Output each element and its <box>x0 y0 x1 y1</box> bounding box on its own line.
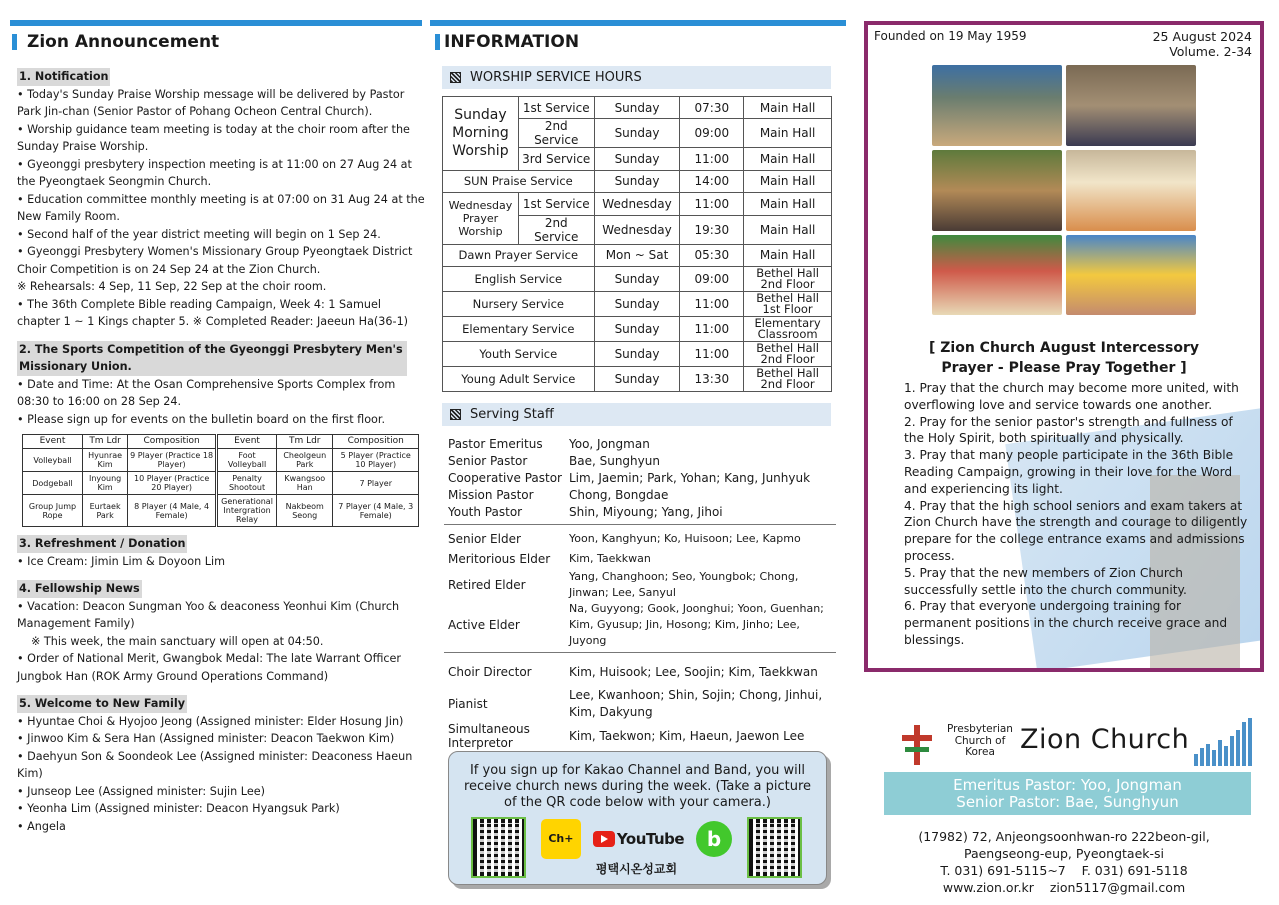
sports-table <box>22 434 419 527</box>
table-cell: Penalty Shootout <box>217 472 277 495</box>
table-header: Tm Ldr <box>83 435 128 449</box>
table-header: Event <box>217 435 277 449</box>
photo-grid <box>932 65 1192 315</box>
skyline-icon <box>1194 718 1252 766</box>
worship-time: 09:00 <box>680 119 744 148</box>
staff-names: Lim, Jaemin; Park, Yohan; Kang, Junhyuk <box>569 471 811 485</box>
phone-fax: T. 031) 691-5115~7 F. 031) 691-5118 <box>940 863 1188 878</box>
worship-time: 07:30 <box>680 97 744 119</box>
list-item: • Date and Time: At the Osan Comprehensive Sports Complex from 08:30 to 16:00 on 28 Sep 24. <box>17 377 396 408</box>
skyline-bar <box>1206 744 1210 766</box>
worship-place: Bethel Hall 1st Floor <box>744 291 832 316</box>
staff-row <box>448 721 836 751</box>
worship-place: Main Hall <box>744 193 832 215</box>
table-row <box>443 244 832 266</box>
worship-day: Sunday <box>594 291 680 316</box>
table-cell: Generational Intergration Relay <box>217 495 277 527</box>
worship-day: Wednesday <box>594 193 680 215</box>
worship-time: 11:00 <box>680 341 744 366</box>
photo <box>1066 65 1196 146</box>
staff-row <box>448 453 836 470</box>
photo <box>932 150 1062 231</box>
staff-names: Na, Guyyong; Gook, Joonghui; Yoon, Guenhan; Kim, Gyusup; Jin, Hosong; Kim, Jinho; Lee, Juyong <box>569 602 824 647</box>
staff-role: Choir Director <box>448 665 532 679</box>
issue-info <box>1153 29 1252 59</box>
table-cell: 5 Player (Practice 10 Player) <box>333 449 419 472</box>
worship-time: 09:00 <box>680 266 744 291</box>
worship-time: 14:00 <box>680 170 744 192</box>
table-cell: 7 Player (4 Male, 3 Female) <box>333 495 419 527</box>
staff-role: Mission Pastor <box>448 488 534 502</box>
worship-place: Bethel Hall 2nd Floor <box>744 366 832 391</box>
emeritus-pastor: Emeritus Pastor: Yoo, Jongman <box>953 776 1182 794</box>
staff-names: Yoo, Jongman <box>569 437 650 451</box>
staff-role: Senior Pastor <box>448 454 528 468</box>
table-cell: Hyunrae Kim <box>83 449 128 472</box>
refreshment-list <box>17 553 425 571</box>
staff-role: Cooperative Pastor <box>448 471 562 485</box>
staff-row <box>448 549 836 569</box>
issue-volume: Volume. 2-34 <box>1169 44 1252 59</box>
worship-time: 11:00 <box>680 148 744 170</box>
youtube-icon[interactable]: YouTube <box>593 831 684 847</box>
section-top-bar <box>10 20 422 26</box>
staff-row <box>448 529 836 549</box>
table-header: Tm Ldr <box>277 435 333 449</box>
staff-row <box>448 470 836 487</box>
worship-time: 19:30 <box>680 215 744 244</box>
staff-role: Pastor Emeritus <box>448 437 543 451</box>
list-item: ※ Rehearsals: 4 Sep, 11 Sep, 22 Sep at the choir room. <box>17 280 327 293</box>
skyline-bar <box>1224 746 1228 766</box>
worship-service: SUN Praise Service <box>443 170 595 192</box>
worship-hours-heading: WORSHIP SERVICE HOURS <box>442 66 831 89</box>
cover-frame <box>864 21 1264 672</box>
staff-row <box>448 601 836 649</box>
kakao-channel-icon[interactable]: Ch+ <box>541 819 581 859</box>
worship-service: English Service <box>443 266 595 291</box>
staff-names: Yoon, Kanghyun; Ko, Huisoon; Lee, Kapmo <box>569 532 801 545</box>
staff-role: Youth Pastor <box>448 505 523 519</box>
band-icon[interactable]: b <box>696 821 732 857</box>
information-column <box>430 0 846 905</box>
divider <box>444 652 836 653</box>
table-cell: Inyoung Kim <box>83 472 128 495</box>
skyline-bar <box>1236 730 1240 766</box>
worship-day: Sunday <box>594 316 680 341</box>
list-item: • Vacation: Deacon Sungman Yoo & deaconess Yeonhui Kim (Church Management Family) <box>17 599 400 630</box>
list-item: • Education committee monthly meeting is at 07:00 on 31 Aug 24 at the New Family Room. <box>17 192 425 223</box>
prayer-list <box>904 380 1250 649</box>
section-heading: 4. Fellowship News <box>17 580 142 598</box>
church-brand <box>902 718 1252 770</box>
staff-row <box>448 657 836 687</box>
staff-role: Simultaneous Interpretor <box>448 722 530 750</box>
worship-place: Main Hall <box>744 170 832 192</box>
prayer-item: 5. Pray that the new members of Zion Church successfully settle into the church community. <box>904 565 1187 597</box>
worship-day: Sunday <box>594 119 680 148</box>
worship-day: Sunday <box>594 341 680 366</box>
staff-role: Active Elder <box>448 618 520 632</box>
issue-date: 25 August 2024 <box>1152 29 1252 44</box>
worship-service: 2nd Service <box>518 215 594 244</box>
address-line: Paengseong-eup, Pyeongtaek-si <box>963 846 1164 861</box>
prayer-item: 4. Pray that the high school seniors and exam takers at Zion Church have the strength and courage to diligently prepare for the college entrance exams and admissions process. <box>904 498 1248 563</box>
worship-place: Elementary Classroom <box>744 316 832 341</box>
worship-service: 3rd Service <box>518 148 594 170</box>
skyline-bar <box>1218 740 1222 766</box>
list-item: • Daehyun Son & Soondeok Lee (Assigned minister: Deaconess Haeun Kim) <box>17 749 413 780</box>
table-row <box>443 193 832 215</box>
table-row <box>443 291 832 316</box>
skyline-bar <box>1242 722 1246 766</box>
announcement-title: Zion Announcement <box>12 32 219 52</box>
worship-place: Bethel Hall 2nd Floor <box>744 341 832 366</box>
skyline-bar <box>1200 748 1204 766</box>
worship-place: Main Hall <box>744 215 832 244</box>
skyline-bar <box>1212 750 1216 766</box>
sunday-worship-group: Sunday Morning Worship <box>443 97 519 171</box>
table-row <box>443 97 832 119</box>
staff-names: Lee, Kwanhoon; Shin, Sojin; Chong, Jinhui, Kim, Dakyung <box>569 688 823 719</box>
list-item: • Angela <box>17 819 66 833</box>
staff-role: Senior Elder <box>448 532 521 546</box>
worship-service: Elementary Service <box>443 316 595 341</box>
table-row <box>443 366 832 391</box>
prayer-item: 2. Pray for the senior pastor's strength and fullness of the Holy Spirit, both spiritually and physically. <box>904 414 1233 446</box>
worship-day: Sunday <box>594 97 680 119</box>
list-item: • Jinwoo Kim & Sera Han (Assigned minister: Deacon Taekwon Kim) <box>17 732 395 745</box>
photo <box>1066 150 1196 231</box>
band-qr-code[interactable] <box>747 817 802 878</box>
staff-names: Bae, Sunghyun <box>569 454 660 468</box>
list-item: • Worship guidance team meeting is today at the choir room after the Sunday Praise Worship. <box>17 122 410 153</box>
prayer-item: 1. Pray that the church may become more united, with overflowing love and service towards one another. <box>904 381 1239 412</box>
wednesday-worship-group: Wednesday Prayer Worship <box>443 193 519 244</box>
table-row <box>443 266 832 291</box>
table-cell: 8 Player (4 Male, 4 Female) <box>128 495 217 527</box>
pastor-band <box>884 772 1251 815</box>
table-cell: 7 Player <box>333 472 419 495</box>
table-header: Composition <box>333 435 419 449</box>
photo <box>932 235 1062 315</box>
staff-names: Kim, Huisook; Lee, Soojin; Kim, Taekkwan <box>569 664 818 679</box>
worship-day: Wednesday <box>594 215 680 244</box>
worship-time: 13:30 <box>680 366 744 391</box>
worship-place: Main Hall <box>744 244 832 266</box>
worship-place: Main Hall <box>744 97 832 119</box>
table-cell: Cheolgeun Park <box>277 449 333 472</box>
contact-info <box>864 828 1264 896</box>
fellowship-list <box>17 598 425 686</box>
skyline-bar <box>1194 754 1198 766</box>
table-row <box>443 316 832 341</box>
worship-day: Sunday <box>594 148 680 170</box>
table-cell: Group Jump Rope <box>23 495 83 527</box>
table-header: Event <box>23 435 83 449</box>
table-row <box>23 449 419 472</box>
staff-row <box>448 436 836 453</box>
hatched-square-icon <box>450 72 461 83</box>
church-name: Zion Church <box>1020 724 1190 755</box>
table-row <box>443 170 832 192</box>
photo <box>932 65 1062 146</box>
staff-row <box>448 687 836 721</box>
kakao-text: If you sign up for Kakao Channel and Band, you will receive church news during the week. (Take a picture of the QR code below with your camera.) <box>463 763 812 810</box>
list-item: • Hyuntae Choi & Hyojoo Jeong (Assigned minister: Elder Hosung Jin) <box>17 714 404 728</box>
section-heading: 3. Refreshment / Donation <box>17 535 187 553</box>
worship-day: Sunday <box>594 366 680 391</box>
worship-time: 05:30 <box>680 244 744 266</box>
list-item: • Order of National Merit, Gwangbok Medal: The late Warrant Officer Jungbok Han (ROK Army Ground Operations Command) <box>17 652 402 683</box>
sports-list <box>17 376 425 429</box>
section-top-bar <box>430 20 846 26</box>
worship-service: 1st Service <box>518 193 594 215</box>
list-item: • Gyeonggi Presbytery Women's Missionary Group Pyeongtaek District Choir Competition is on 24 Sep 24 at the Zion Church. <box>17 245 413 276</box>
table-header: Composition <box>128 435 217 449</box>
list-item: • Ice Cream: Jimin Lim & Doyoon Lim <box>17 554 225 568</box>
worship-day: Sunday <box>594 266 680 291</box>
section-heading: 2. The Sports Competition of the Gyeonggi Presbytery Men's Missionary Union. <box>17 341 407 376</box>
photo <box>1066 235 1196 315</box>
worship-day: Mon ~ Sat <box>594 244 680 266</box>
table-cell: Dodgeball <box>23 472 83 495</box>
section-heading: 1. Notification <box>17 68 110 86</box>
worship-service: 2nd Service <box>518 119 594 148</box>
table-cell: Nakbeom Seong <box>277 495 333 527</box>
hatched-square-icon <box>450 409 461 420</box>
list-item: • Please sign up for events on the bulletin board on the first floor. <box>17 412 386 426</box>
web-email: www.zion.or.kr zion5117@gmail.com <box>942 880 1186 895</box>
table-row <box>23 472 419 495</box>
title-marker <box>12 34 17 50</box>
worship-service: Nursery Service <box>443 291 595 316</box>
kakao-band-box <box>448 751 827 885</box>
staff-role: Meritorious Elder <box>448 552 551 566</box>
new-family-list <box>17 713 425 836</box>
table-cell: Kwangsoo Han <box>277 472 333 495</box>
staff-list <box>448 436 836 751</box>
list-item: • Yeonha Lim (Assigned minister: Deacon Hyangsuk Park) <box>17 802 340 815</box>
divider <box>444 524 836 525</box>
list-item: ※ This week, the main sanctuary will open at 04:50. <box>31 634 324 648</box>
address-line: (17982) 72, Anjeongsoonhwan-ro 222beon-gil, <box>918 829 1210 844</box>
prayer-item: 3. Pray that many people participate in the 36th Bible Reading Campaign, growing in their love for the Word and experiencing its light. <box>904 448 1234 496</box>
worship-time: 11:00 <box>680 193 744 215</box>
table-cell: 9 Player (Practice 18 Player) <box>128 449 217 472</box>
staff-names: Yang, Changhoon; Seo, Youngbok; Chong, Jinwan; Lee, Sanyul <box>569 570 799 599</box>
senior-pastor: Senior Pastor: Bae, Sunghyun <box>956 793 1179 811</box>
prayer-item: 6. Pray that everyone undergoing training for permanent positions in the church receive grace and blessings. <box>904 599 1228 647</box>
cover-column <box>864 0 1269 905</box>
table-cell: Volleyball <box>23 449 83 472</box>
worship-place: Bethel Hall 2nd Floor <box>744 266 832 291</box>
list-item: • Second half of the year district meeting will begin on 1 Sep 24. <box>17 227 381 241</box>
table-cell: Foot Volleyball <box>217 449 277 472</box>
announcement-body <box>17 68 425 835</box>
section-heading: 5. Welcome to New Family <box>17 695 187 713</box>
worship-table <box>442 96 832 392</box>
table-cell: Eurtaek Park <box>83 495 128 527</box>
staff-names: Kim, Taekkwan <box>569 552 651 565</box>
worship-time: 11:00 <box>680 316 744 341</box>
worship-service: Dawn Prayer Service <box>443 244 595 266</box>
skyline-bar <box>1230 736 1234 766</box>
staff-names: Kim, Taekwon; Kim, Haeun, Jaewon Lee <box>569 728 805 743</box>
title-marker <box>435 34 440 50</box>
worship-time: 11:00 <box>680 291 744 316</box>
worship-place: Main Hall <box>744 148 832 170</box>
church-logo-icon <box>902 725 932 765</box>
list-item: • Today's Sunday Praise Worship message will be delivered by Pastor Park Jin-chan (Senior Pastor of Pohang Ocheon Central Church). <box>17 87 405 118</box>
staff-row <box>448 504 836 521</box>
denomination: Presbyterian Church of Korea <box>947 723 1013 758</box>
list-item: • Gyeonggi presbytery inspection meeting is at 11:00 on 27 Aug 24 at the Pyeongtaek Seongmin Church. <box>17 157 412 188</box>
korean-church-name: 평택시온성교회 <box>595 861 678 876</box>
notification-list <box>17 86 425 331</box>
founded-date: Founded on 19 May 1959 <box>874 29 1027 43</box>
kakao-qr-code[interactable] <box>471 817 526 878</box>
list-item: • The 36th Complete Bible reading Campaign, Week 4: 1 Samuel chapter 1 ~ 1 Kings chapter 5. ※ Completed Reader: Jaeeun Ha(36-1) <box>17 297 409 328</box>
worship-service: 1st Service <box>518 97 594 119</box>
information-title: INFORMATION <box>435 32 579 52</box>
skyline-bar <box>1248 718 1252 766</box>
worship-service: Youth Service <box>443 341 595 366</box>
staff-role: Pianist <box>448 697 488 711</box>
serving-staff-heading: Serving Staff <box>442 403 831 426</box>
staff-row <box>448 487 836 504</box>
staff-row <box>448 569 836 601</box>
staff-names: Chong, Bongdae <box>569 488 669 502</box>
worship-service: Young Adult Service <box>443 366 595 391</box>
table-row <box>23 495 419 527</box>
announcement-column <box>10 0 425 905</box>
prayer-title: [ Zion Church August Intercessory Prayer - Please Pray Together ] <box>929 340 1199 376</box>
worship-day: Sunday <box>594 170 680 192</box>
list-item: • Junseop Lee (Assigned minister: Sujin Lee) <box>17 784 265 798</box>
staff-role: Retired Elder <box>448 578 526 592</box>
table-row <box>443 341 832 366</box>
staff-names: Shin, Miyoung; Yang, Jihoi <box>569 505 723 519</box>
worship-place: Main Hall <box>744 119 832 148</box>
table-cell: 10 Player (Practice 20 Player) <box>128 472 217 495</box>
